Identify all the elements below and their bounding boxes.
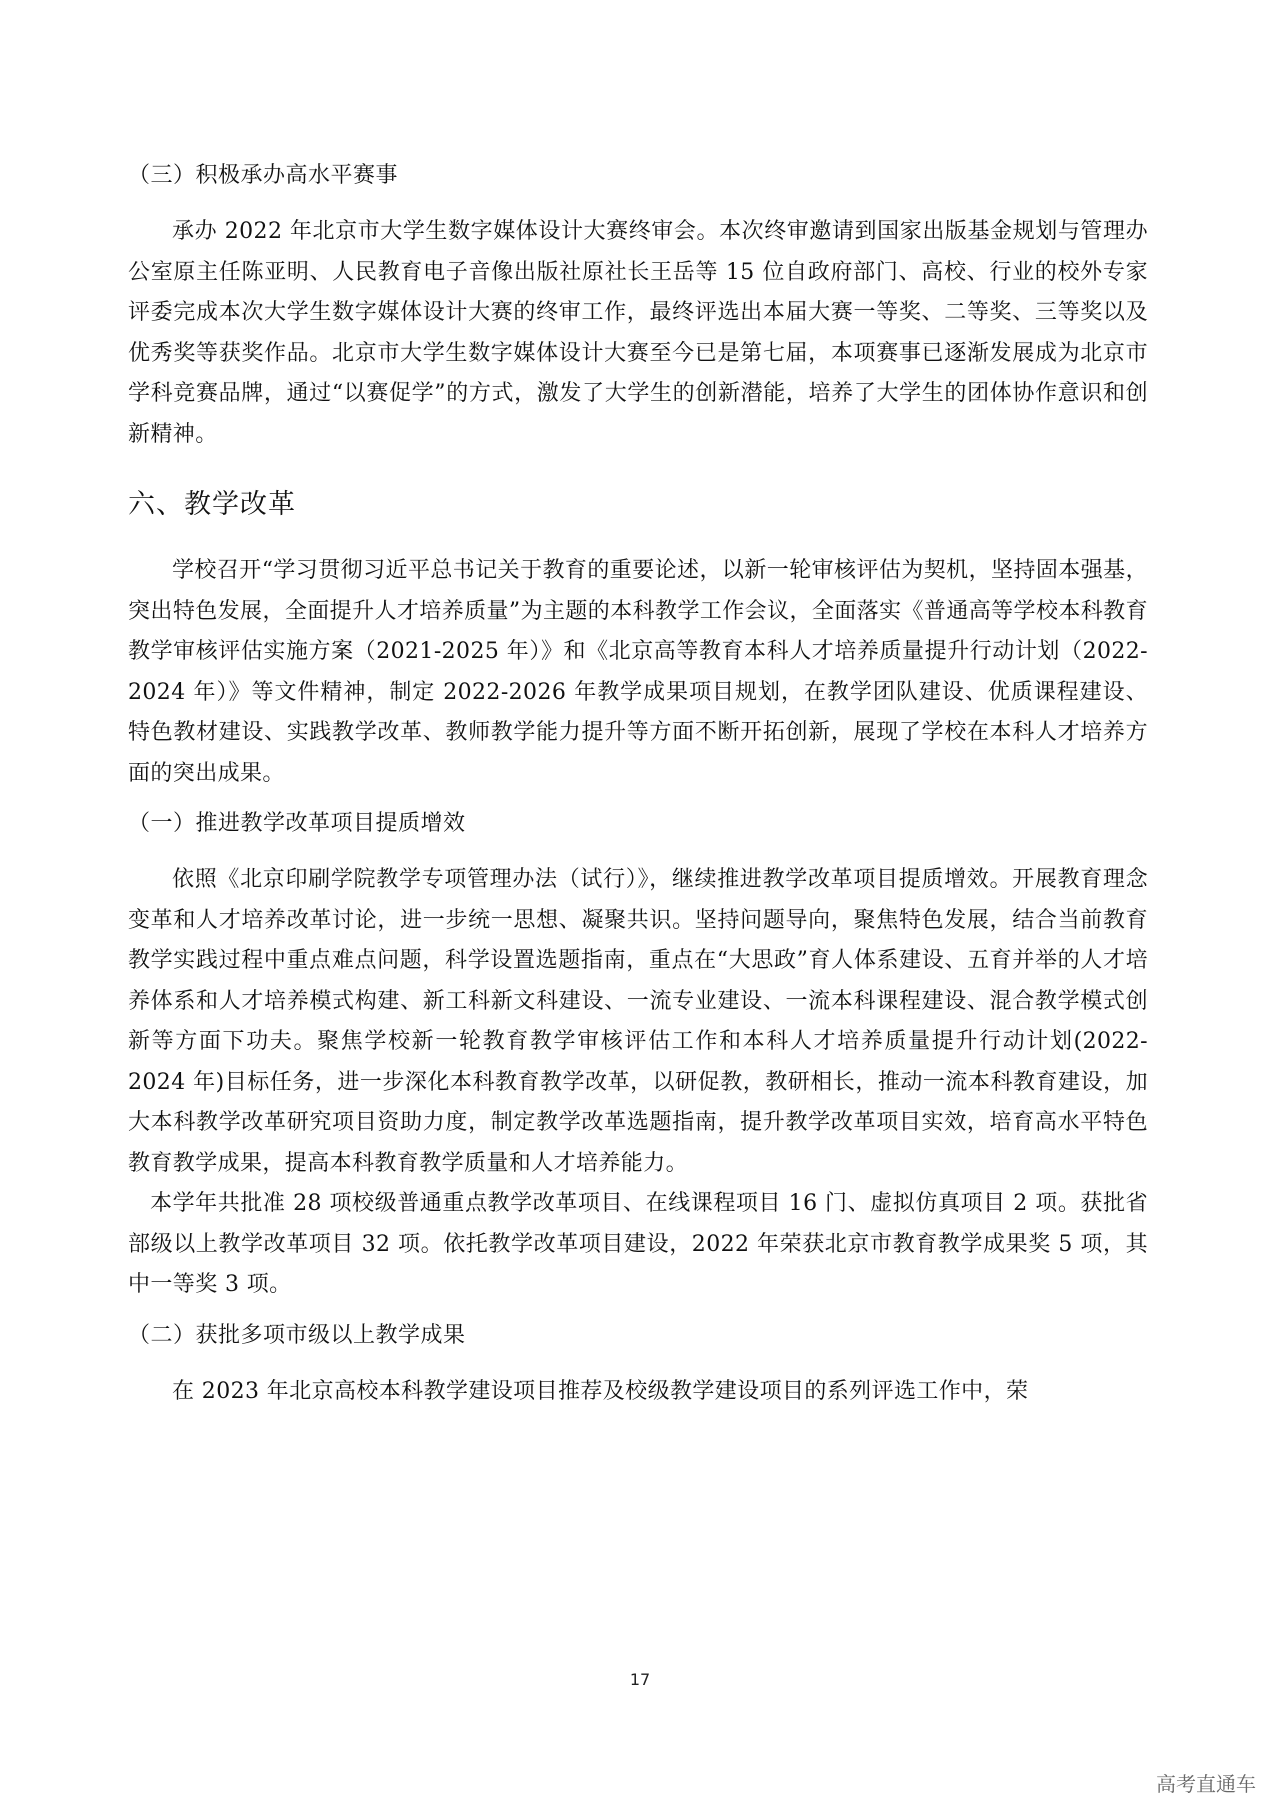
section-heading-2: （二）获批多项市级以上教学成果 (128, 1322, 466, 1348)
section-1-paragraph-1: 依照《北京印刷学院教学专项管理办法（试行）》，继续推进教学改革项目提质增效。开展教育理念变革和人才培养改革讨论，进一步统一思想、凝聚共识。坚持问题导向，聚焦特色发展，结合当前教育教学实践过程中重点难点问题，科学设置选题指南，重点在“大思政”育人体系建设、五育并举的人才培养体系和人才培养模式构建、新工科新文科建设、一流专业建设、一流本科课程建设、混合教学模式创新等方面下功夫。聚焦学校新一轮教育教学审核评估工作和本科人才培养质量提升行动计划(2022-2024 年)目标任务，进一步深化本科教育教学改革，以研促教，教研相长，推动一流本科教育建设，加大本科教学改革研究项目资助力度，制定教学改革选题指南，提升教学改革项目实效，培育高水平特色教育教学成果，提高本科教育教学质量和人才培养能力。 (128, 867, 1148, 1176)
chapter-heading-6: 六、教学改革 (128, 489, 296, 520)
section-heading-3: （三）积极承办高水平赛事 (128, 163, 399, 188)
section-3-paragraph: 承办 2022 年北京市大学生数字媒体设计大赛终审会。本次终审邀请到国家出版基金规划与管理办公室原主任陈亚明、人民教育电子音像出版社原社长王岳等 15 位自政府部门、高校、行业的校外专家评委完成本次大学生数字媒体设计大赛的终审工作，最终评选出本届大赛一等奖、二等奖、三等奖以及优秀奖等获奖作品。北京市大学生数字媒体设计大赛至今已是第七届，本项赛事已逐渐发展成为北京市学科竞赛品牌，通过“以赛促学”的方式，激发了大学生的创新潜能，培养了大学生的团体协作意识和创新精神。 (128, 219, 1148, 447)
page-number: 17 (629, 1670, 651, 1689)
section-2-paragraph: 在 2023 年北京高校本科教学建设项目推荐及校级教学建设项目的系列评选工作中，荣 (172, 1378, 1029, 1404)
watermark: 高考直通车 (1156, 1772, 1256, 1796)
page-content (128, 160, 1148, 1426)
chapter-6-paragraph: 学校召开“学习贯彻习近平总书记关于教育的重要论述，以新一轮审核评估为契机，坚持固本强基，突出特色发展，全面提升人才培养质量”为主题的本科教学工作会议，全面落实《普通高等学校本科教育教学审核评估实施方案（2021-2025 年）》和《北京高等教育本科人才培养质量提升行动计划（2022-2024 年）》等文件精神，制定 2022-2026 年教学成果项目规划，在教学团队建设、优质课程建设、特色教材建设、实践教学改革、教师教学能力提升等方面不断开拓创新，展现了学校在本科人才培养方面的突出成果。 (128, 558, 1148, 786)
section-heading-1: （一）推进教学改革项目提质增效 (128, 811, 466, 836)
section-1-paragraph-2: 本学年共批准 28 项校级普通重点教学改革项目、在线课程项目 16 门、虚拟仿真项目 2 项。获批省部级以上教学改革项目 32 项。依托教学改革项目建设，2022 年荣获北京市教育教学成果奖 5 项，其中一等奖 3 项。 (128, 1191, 1148, 1297)
